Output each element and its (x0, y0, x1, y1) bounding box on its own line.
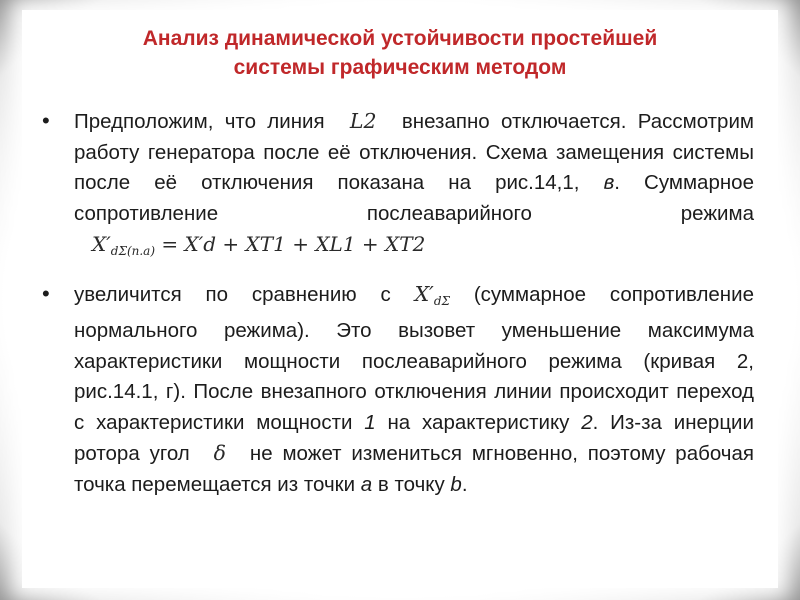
formula-rhs: = X′d + XT1 + XL1 + XT2 (161, 232, 426, 256)
bullet-paragraph-1 (42, 106, 754, 267)
formula-lhs: X′ (92, 232, 111, 256)
p2-text-2: (суммарное сопротивление нормального режима). Это вызовет уменьшение максимума характеристики мощности послеаварийного режима (кривая 2, рис.14.1, г). После внезапного отключения линии происходит переход с характеристики мощности (74, 282, 754, 434)
bullet-paragraph-2 (42, 279, 754, 501)
x-normal: X′ (414, 281, 434, 306)
slide (22, 10, 778, 588)
p2-text-7: . (461, 472, 468, 496)
bullet-dot-icon: • (42, 280, 50, 306)
slide-title (22, 24, 778, 82)
characteristic-2: 2 (581, 410, 593, 434)
slide-body (42, 106, 754, 500)
title-line-2: системы графическим методом (233, 56, 567, 79)
title-line-1: Анализ динамической устойчивости простейшей (142, 27, 658, 50)
characteristic-1: 1 (364, 410, 376, 434)
p2-text-6: в точку (377, 472, 445, 496)
line-l2-symbol: L2 (349, 109, 377, 133)
p2-text-4: . Из-за инерции ротора угол (74, 410, 754, 465)
figure-letter: в (603, 171, 615, 194)
x-normal-subscript: dΣ (433, 293, 450, 308)
p1-text-2: внезапно отключается. Рассмотрим работу генератора после её отключения. Схема замещения системы после её отключения показана на рис.14,1, (74, 110, 755, 194)
p2-text-1: увеличится по сравнению с (74, 282, 391, 306)
delta-angle-symbol: δ (213, 441, 226, 465)
p1-text-1: Предположим, что линия (74, 110, 325, 133)
p2-text-3: на характеристику (387, 410, 570, 434)
normal-resistance-symbol (415, 282, 450, 306)
bullet-dot-icon: • (42, 108, 50, 133)
post-fault-resistance-formula (92, 232, 425, 256)
point-a: a (360, 472, 373, 496)
p1-text-3: . Суммарное сопротивление послеаварийного режима (74, 171, 754, 225)
point-b: b (450, 472, 462, 496)
formula-lhs-subscript: dΣ(n.a) (110, 244, 156, 258)
p2-text-5: не может измениться мгновенно, поэтому рабочая точка перемещается из точки (74, 442, 754, 496)
